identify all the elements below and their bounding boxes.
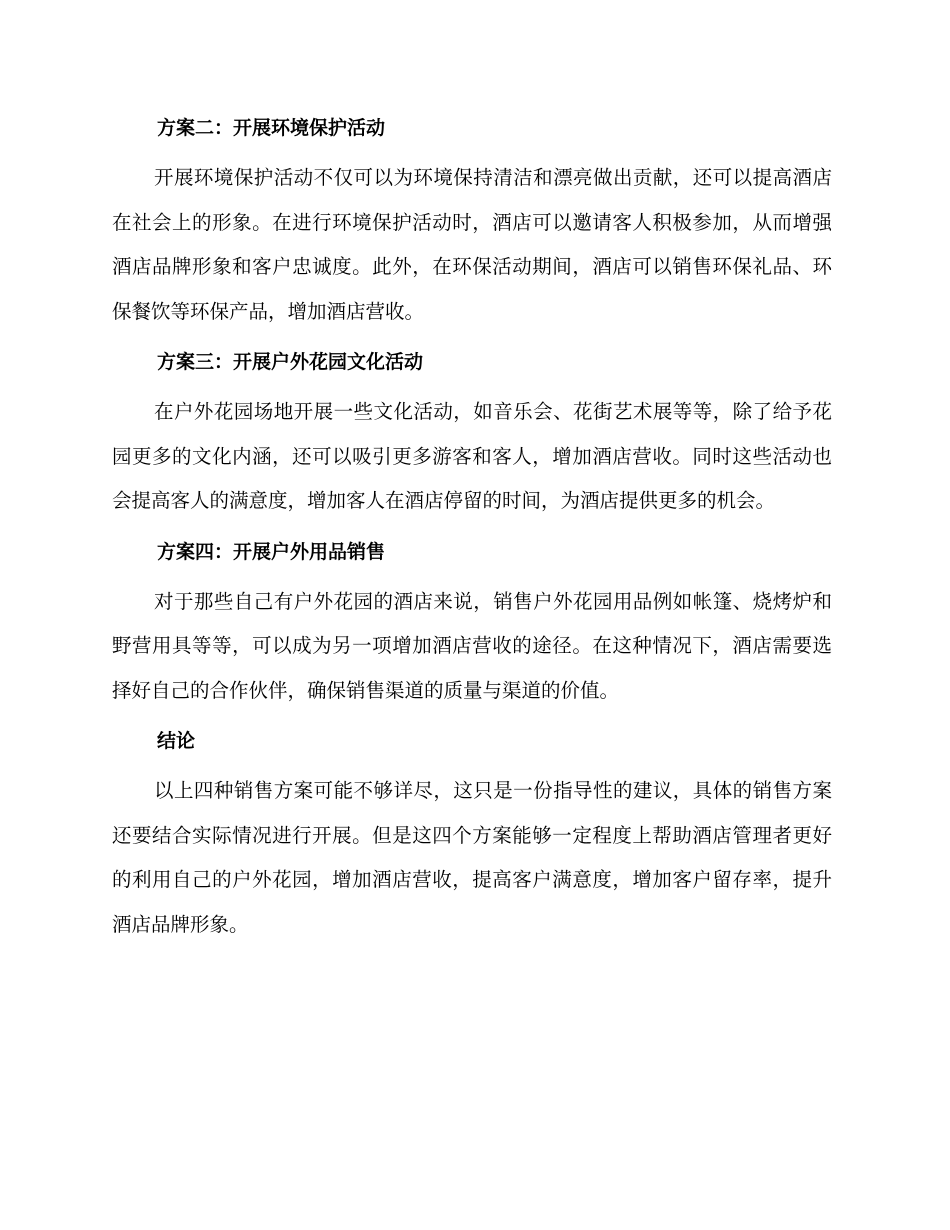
section-plan-4 — [112, 534, 832, 714]
section-plan-3 — [112, 344, 832, 524]
document-body — [112, 110, 832, 957]
section-paragraph: 开展环境保护活动不仅可以为环境保持清洁和漂亮做出贡献，还可以提高酒店在社会上的形象。在进行环境保护活动时，酒店可以邀请客人积极参加，从而增强酒店品牌形象和客户忠诚度。此外，在环保活动期间，酒店可以销售环保礼品、环保餐饮等环保产品，增加酒店营收。 — [112, 166, 832, 323]
section-paragraph: 对于那些自己有户外花园的酒店来说，销售户外花园用品例如帐篷、烧烤炉和野营用具等等，可以成为另一项增加酒店营收的途径。在这种情况下，酒店需要选择好自己的合作伙伴，确保销售渠道的质量与渠道的价值。 — [112, 589, 832, 702]
section-conclusion — [112, 723, 832, 947]
section-heading: 方案二：开展环境保护活动 — [157, 117, 386, 139]
section-heading: 方案三：开展户外花园文化活动 — [157, 351, 424, 373]
section-plan-2 — [112, 110, 832, 334]
section-heading: 结论 — [157, 730, 196, 752]
section-paragraph: 在户外花园场地开展一些文化活动，如音乐会、花街艺术展等等，除了给予花园更多的文化内涵，还可以吸引更多游客和客人，增加酒店营收。同时这些活动也会提高客人的满意度，增加客人在酒店停留的时间，为酒店提供更多的机会。 — [112, 400, 832, 512]
section-heading: 方案四：开展户外用品销售 — [157, 540, 386, 563]
section-paragraph: 以上四种销售方案可能不够详尽，这只是一份指导性的建议，具体的销售方案还要结合实际情况进行开展。但是这四个方案能够一定程度上帮助酒店管理者更好的利用自己的户外花园，增加酒店营收，提高客户满意度，增加客户留存率，提升酒店品牌形象。 — [112, 779, 832, 936]
